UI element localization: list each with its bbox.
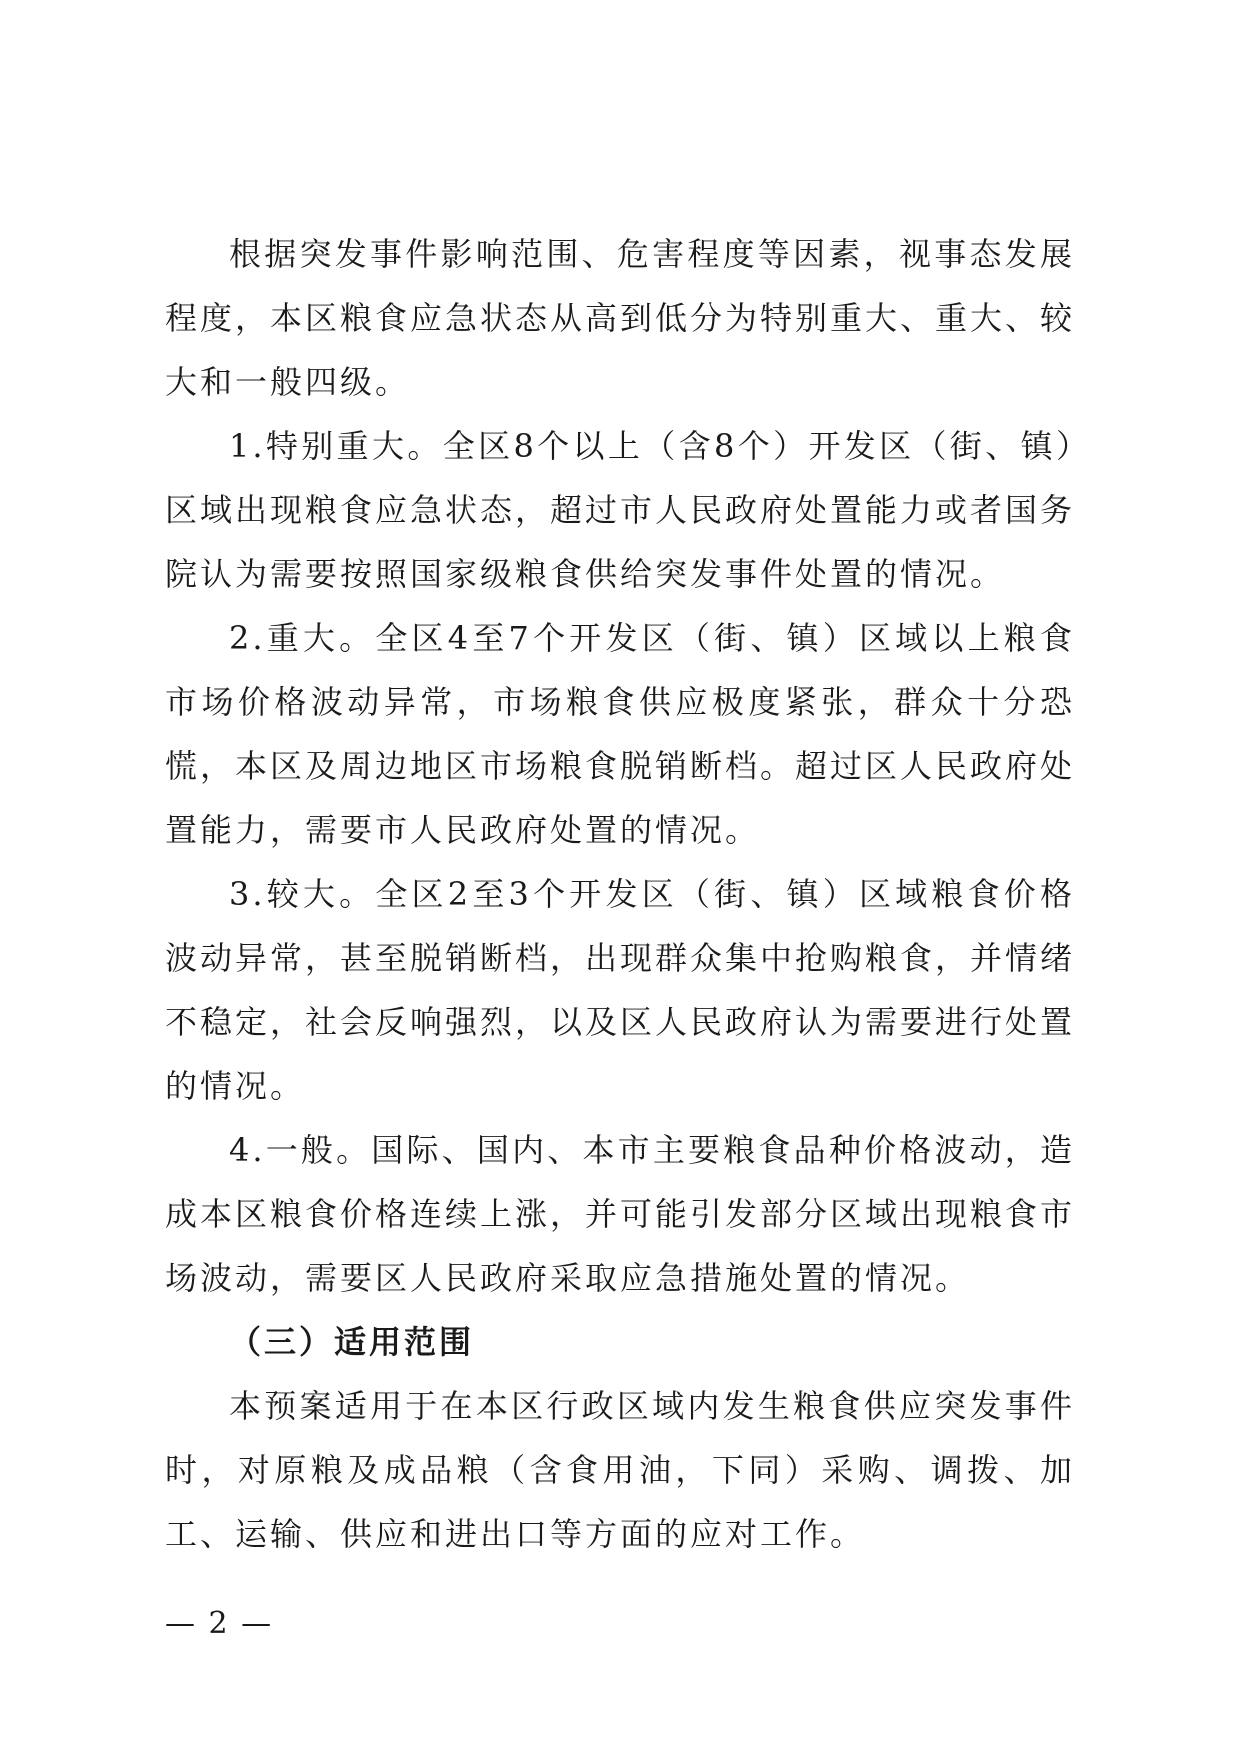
paragraph-level-general: 4.一般。国际、国内、本市主要粮食品种价格波动，造成本区粮食价格连续上涨，并可能引发部分区域出现粮食市场波动，需要区人民政府采取应急措施处置的情况。: [165, 1131, 1076, 1297]
paragraph-level-major: 2.重大。全区4至7个开发区（街、镇）区域以上粮食市场价格波动异常，市场粮食供应极度紧张，群众十分恐慌，本区及周边地区市场粮食脱销断档。超过区人民政府处置能力，需要市人民政府处置的情况。: [165, 619, 1076, 849]
paragraph-emergency-levels-intro: 根据突发事件影响范围、危害程度等因素，视事态发展程度，本区粮食应急状态从高到低分为特别重大、重大、较大和一般四级。: [165, 235, 1076, 401]
paragraph-level-especially-major: 1.特别重大。全区8个以上（含8个）开发区（街、镇）区域出现粮食应急状态，超过市人民政府处置能力或者国务院认为需要按照国家级粮食供给突发事件处置的情况。: [165, 427, 1076, 593]
paragraph-level-relatively-major: 3.较大。全区2至3个开发区（街、镇）区域粮食价格波动异常，甚至脱销断档，出现群众集中抢购粮食，并情绪不稳定，社会反响强烈，以及区人民政府认为需要进行处置的情况。: [165, 875, 1076, 1105]
paragraph-scope: 本预案适用于在本区行政区域内发生粮食供应突发事件时，对原粮及成品粮（含食用油，下同）采购、调拨、加工、运输、供应和进出口等方面的应对工作。: [165, 1387, 1075, 1553]
page-number: — 2 —: [165, 1606, 274, 1641]
document-body: [165, 222, 1075, 1566]
section-heading-scope: （三）适用范围: [229, 1323, 475, 1361]
